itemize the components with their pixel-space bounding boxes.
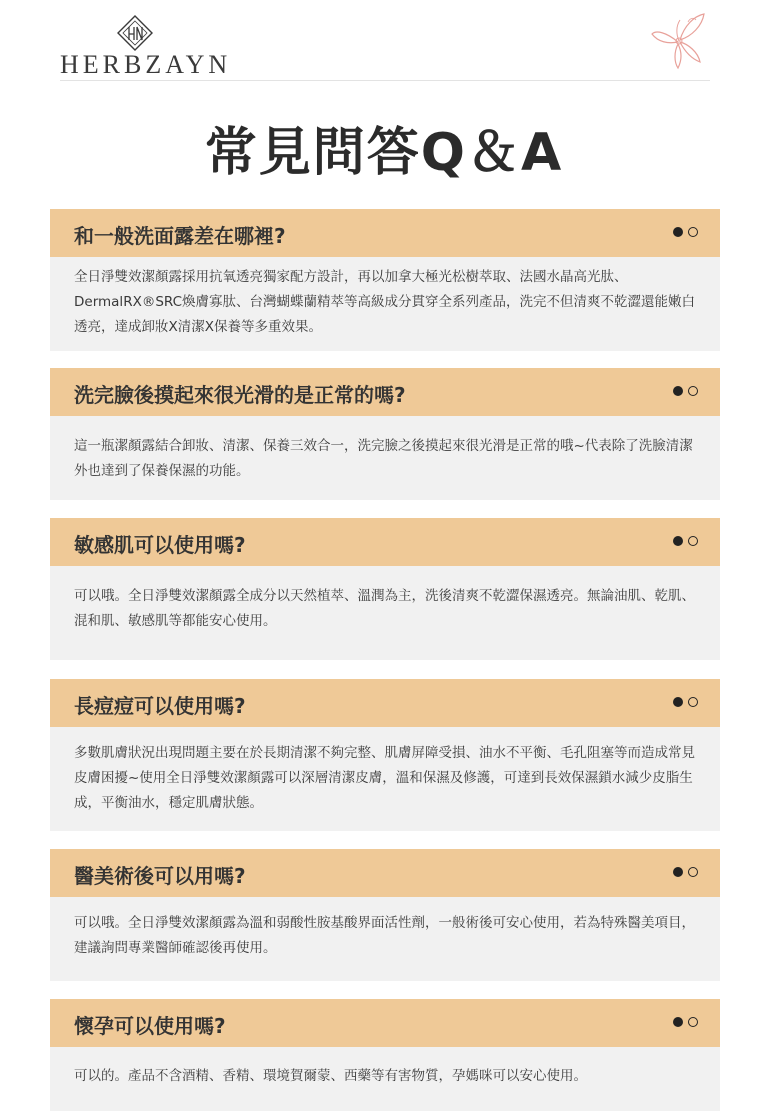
- dot-filled-icon: [673, 227, 683, 237]
- toggle-dots-icon[interactable]: [673, 1017, 698, 1027]
- brand-name: HERBZAYN: [60, 50, 232, 79]
- toggle-dots-icon[interactable]: [673, 386, 698, 396]
- faq-item: [50, 999, 720, 1111]
- toggle-dots-icon[interactable]: [673, 536, 698, 546]
- orchid-flower-icon: [648, 8, 712, 72]
- faq-answer-panel: [50, 897, 720, 981]
- toggle-dots-icon[interactable]: [673, 227, 698, 237]
- dot-filled-icon: [673, 697, 683, 707]
- faq-answer: 全日淨雙效潔顏露採用抗氧透亮獨家配方設計，再以加拿大極光松樹萃取、法國水晶高光肽、DermalRX®SRC煥膚寡肽、台灣蝴蝶蘭精萃等高級成分貫穿全系列產品，洗完不但清爽不乾澀還能嫩白透亮，達成卸妝X清潔X保養等多重效果。: [74, 269, 696, 335]
- faq-answer-panel: [50, 257, 720, 351]
- faq-answer-panel: [50, 566, 720, 660]
- faq-item: [50, 849, 720, 981]
- dot-hollow-icon: [688, 867, 698, 877]
- faq-answer: 多數肌膚狀況出現問題主要在於長期清潔不夠完整、肌膚屏障受損、油水不平衡、毛孔阻塞等而造成常見皮膚困擾~使用全日淨雙效潔顏露可以深層清潔皮膚，溫和保濕及修護，可達到長效保濕鎖水減少皮脂生成，平衡油水，穩定肌膚狀態。: [74, 745, 695, 811]
- faq-question: 長痘痘可以使用嗎?: [74, 694, 246, 718]
- faq-question: 和一般洗面露差在哪裡?: [74, 224, 286, 248]
- faq-question-bar[interactable]: [50, 518, 720, 566]
- faq-question: 懷孕可以使用嗎?: [74, 1014, 226, 1038]
- faq-question: 敏感肌可以使用嗎?: [74, 533, 246, 557]
- page-title: 常見問答Q＆A: [204, 123, 564, 183]
- dot-filled-icon: [673, 386, 683, 396]
- dot-hollow-icon: [688, 697, 698, 707]
- faq-item: [50, 518, 720, 660]
- faq-item: [50, 209, 720, 351]
- faq-question: 洗完臉後摸起來很光滑的是正常的嗎?: [74, 383, 406, 407]
- dot-hollow-icon: [688, 1017, 698, 1027]
- faq-question-bar[interactable]: [50, 209, 720, 257]
- faq-item: [50, 368, 720, 500]
- faq-question-bar[interactable]: [50, 679, 720, 727]
- faq-answer-panel: [50, 727, 720, 831]
- faq-answer: 這一瓶潔顏露結合卸妝、清潔、保養三效合一，洗完臉之後摸起來很光滑是正常的哦~代表除了洗臉清潔外也達到了保養保濕的功能。: [74, 438, 693, 479]
- faq-answer: 可以哦。全日淨雙效潔顏露為溫和弱酸性胺基酸界面活性劑，一般術後可安心使用，若為特殊醫美項目，建議詢問專業醫師確認後再使用。: [74, 915, 695, 956]
- dot-hollow-icon: [688, 386, 698, 396]
- header-divider: [60, 80, 710, 81]
- header: [0, 0, 768, 80]
- toggle-dots-icon[interactable]: [673, 697, 698, 707]
- faq-answer-panel: [50, 1047, 720, 1111]
- toggle-dots-icon[interactable]: [673, 867, 698, 877]
- faq-question-bar[interactable]: [50, 368, 720, 416]
- dot-filled-icon: [673, 1017, 683, 1027]
- faq-question-bar[interactable]: [50, 999, 720, 1047]
- dot-hollow-icon: [688, 227, 698, 237]
- faq-question: 醫美術後可以用嗎?: [74, 864, 246, 888]
- faq-item: [50, 679, 720, 831]
- faq-answer: 可以的。產品不含酒精、香精、環境賀爾蒙、西藥等有害物質，孕媽咪可以安心使用。: [74, 1068, 587, 1084]
- dot-filled-icon: [673, 867, 683, 877]
- dot-filled-icon: [673, 536, 683, 546]
- dot-hollow-icon: [688, 536, 698, 546]
- faq-question-bar[interactable]: [50, 849, 720, 897]
- faq-answer-panel: [50, 416, 720, 500]
- hexagon-monogram-icon: [114, 14, 156, 52]
- faq-answer: 可以哦。全日淨雙效潔顏露全成分以天然植萃、溫潤為主，洗後清爽不乾澀保濕透亮。無論油肌、乾肌、混和肌、敏感肌等都能安心使用。: [74, 588, 695, 629]
